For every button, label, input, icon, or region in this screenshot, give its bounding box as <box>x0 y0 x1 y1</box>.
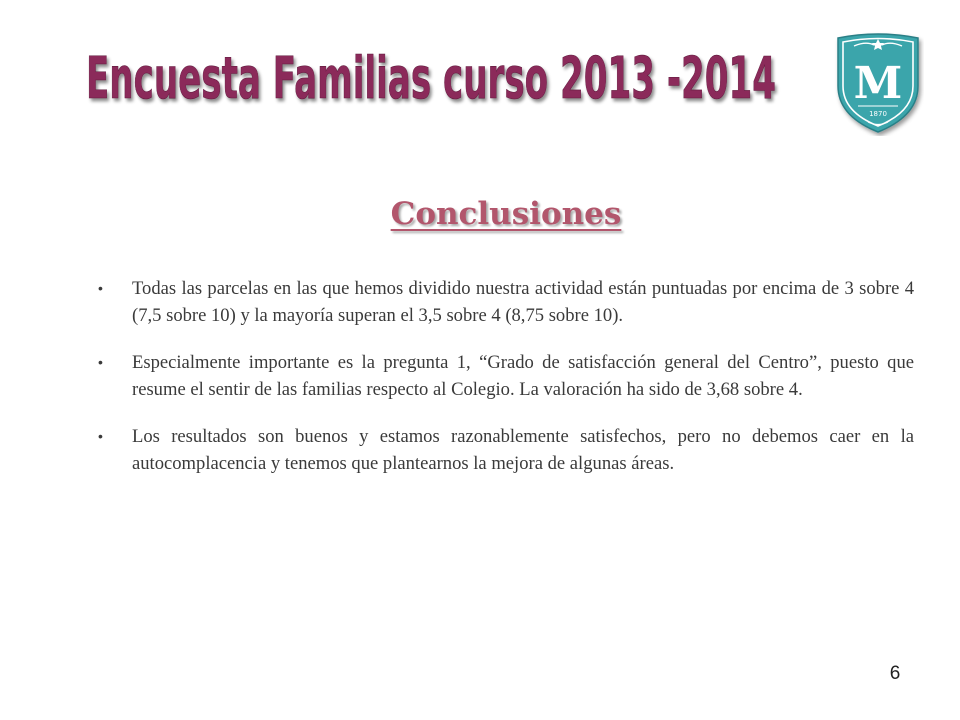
school-crest-logo <box>832 28 924 136</box>
bullet-icon: • <box>98 428 103 444</box>
list-item <box>98 349 914 403</box>
list-item-text: Los resultados son buenos y estamos razonablemente satisfechos, pero no debemos caer en la autocomplacencia y tenemos que plantearnos la mejora de algunas áreas. <box>132 426 914 474</box>
shield-icon <box>832 28 924 136</box>
main-title-text: Encuesta Familias curso 2013 -2014 <box>86 44 776 112</box>
main-title-graphic <box>70 34 790 114</box>
page-number: 6 <box>889 663 901 684</box>
bullet-icon: • <box>98 354 103 370</box>
logo-year: 1870 <box>869 110 887 118</box>
conclusions-list <box>98 275 914 497</box>
bullet-icon: • <box>98 280 103 296</box>
list-item <box>98 423 914 477</box>
logo-letter: M <box>853 58 903 109</box>
section-heading: Conclusiones <box>390 196 622 232</box>
list-item-text: Especialmente importante es la pregunta 1, “Grado de satisfacción general del Centro”, puesto que resume el sentir de las familias respecto al Colegio. La valoración ha sido de 3,68 sobre 4. <box>132 352 914 400</box>
list-item-text: Todas las parcelas en las que hemos dividido nuestra actividad están puntuadas por encima de 3 sobre 4 (7,5 sobre 10) y la mayoría superan el 3,5 sobre 4 (8,75 sobre 10). <box>132 278 914 326</box>
list-item <box>98 275 914 329</box>
main-title <box>70 34 790 114</box>
